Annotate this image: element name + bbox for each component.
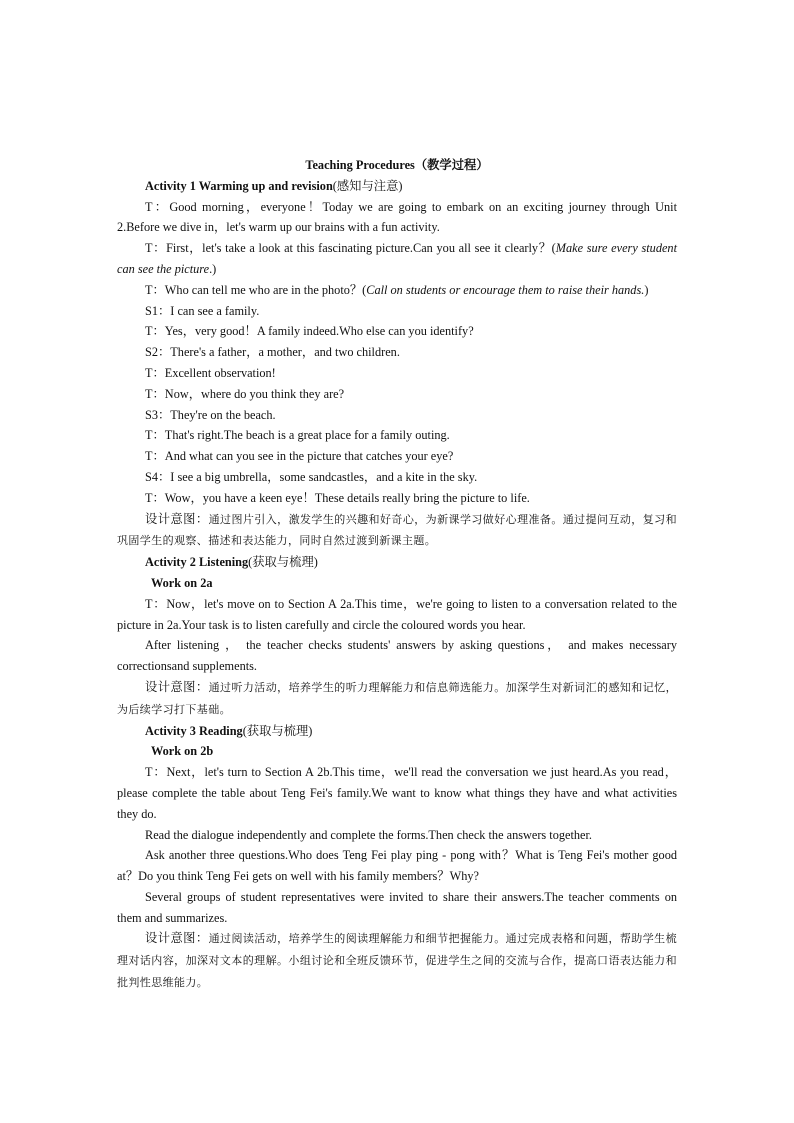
activity-3-subheading: Work on 2b — [151, 744, 214, 759]
design-intent-note — [117, 509, 677, 553]
activity-1-heading — [117, 176, 677, 197]
paragraph: Several groups of student representatives were invited to share their answers.The teacher comments on them and summarizes. — [117, 889, 677, 925]
paragraph: Read the dialogue independently and complete the forms.Then check the answers together. — [145, 827, 592, 842]
activity-2-title-cn: (获取与梳理) — [248, 555, 318, 570]
design-intent-text: 通过听力活动，培养学生的听力理解能力和信息筛选能力。加深学生对新词汇的感知和记忆，为后续学习打下基础。 — [117, 680, 677, 716]
activity-2-heading — [117, 552, 677, 573]
design-intent-note — [117, 677, 677, 721]
dialogue-line: T：Good morning，everyone！Today we are going to embark on an exciting journey through Unit 2.Before we dive in，let's warm up our brains with a fun activity. — [117, 199, 677, 235]
dialogue-line: T：That's right.The beach is a great place for a family outing. — [145, 428, 450, 443]
activity-1-title: Activity 1 Warming up and revision — [145, 178, 333, 193]
paragraph: T：Next，let's turn to Section A 2b.This time，we'll read the conversation we just heard.As you read，please complete the table about Teng Fei's family.We want to know what things they have and what activities they do. — [117, 765, 677, 821]
dialogue-line: S4：I see a big umbrella，some sandcastles，and a kite in the sky. — [145, 469, 478, 484]
activity-2-title: Activity 2 Listening — [145, 555, 249, 570]
activity-3-title-cn: (获取与梳理) — [242, 723, 313, 738]
design-intent-label: 设计意图： — [145, 679, 209, 694]
design-intent-text: 通过阅读活动，培养学生的阅读理解能力和细节把握能力。通过完成表格和问题，帮助学生梳理对话内容，加深对文本的理解。小组讨论和全班反馈环节，促进学生之间的交流与合作，提高口语表达能力和批判性思维能力。 — [117, 932, 677, 990]
dialogue-line: S3：They're on the beach. — [145, 407, 276, 422]
page-title: Teaching Procedures（教学过程） — [305, 158, 489, 172]
dialogue-line: T：Who can tell me who are in the photo？(Call on students or encourage them to raise their hands.) — [145, 282, 649, 297]
activity-1-title-cn: (感知与注意) — [332, 178, 403, 193]
dialogue-line: T：Yes，very good！A family indeed.Who else can you identify? — [145, 324, 474, 339]
dialogue-line: T：First，let's take a look at this fascinating picture.Can you all see it clearly？(Make sure every student can see the picture.) — [117, 241, 677, 276]
design-intent-label: 设计意图： — [145, 931, 209, 946]
document-body — [117, 155, 677, 994]
dialogue-line: T：Now，where do you think they are? — [145, 386, 345, 401]
design-intent-text: 通过图片引入，激发学生的兴趣和好奇心，为新课学习做好心理准备。通过提问互动，复习和巩固学生的观察、描述和表达能力，同时自然过渡到新课主题。 — [117, 512, 677, 548]
design-intent-note — [117, 928, 677, 993]
dialogue-line: T：Excellent observation! — [145, 365, 276, 380]
dialogue-line: T：And what can you see in the picture that catches your eye? — [145, 449, 454, 464]
activity-2-subheading: Work on 2a — [151, 575, 213, 590]
dialogue-line: S1：I can see a family. — [145, 303, 260, 318]
design-intent-label: 设计意图： — [145, 511, 209, 526]
activity-3-title: Activity 3 Reading — [145, 723, 243, 738]
paragraph: Ask another three questions.Who does Teng Fei play ping - pong with？What is Teng Fei's mother good at？Do you think Teng Fei gets on well with his family members？Why? — [117, 848, 677, 884]
paragraph: T：Now，let's move on to Section A 2a.This time，we're going to listen to a conversation related to the picture in 2a.Your task is to listen carefully and circle the coloured words you hear. — [117, 596, 677, 632]
dialogue-line: S2：There's a father，a mother，and two children. — [145, 345, 400, 360]
dialogue-line: T：Wow，you have a keen eye！These details really bring the picture to life. — [145, 490, 530, 505]
activity-3-heading — [117, 721, 677, 742]
paragraph: After listening ， the teacher checks students' answers by asking questions， and makes necessary correctionsand supplements. — [117, 638, 677, 674]
